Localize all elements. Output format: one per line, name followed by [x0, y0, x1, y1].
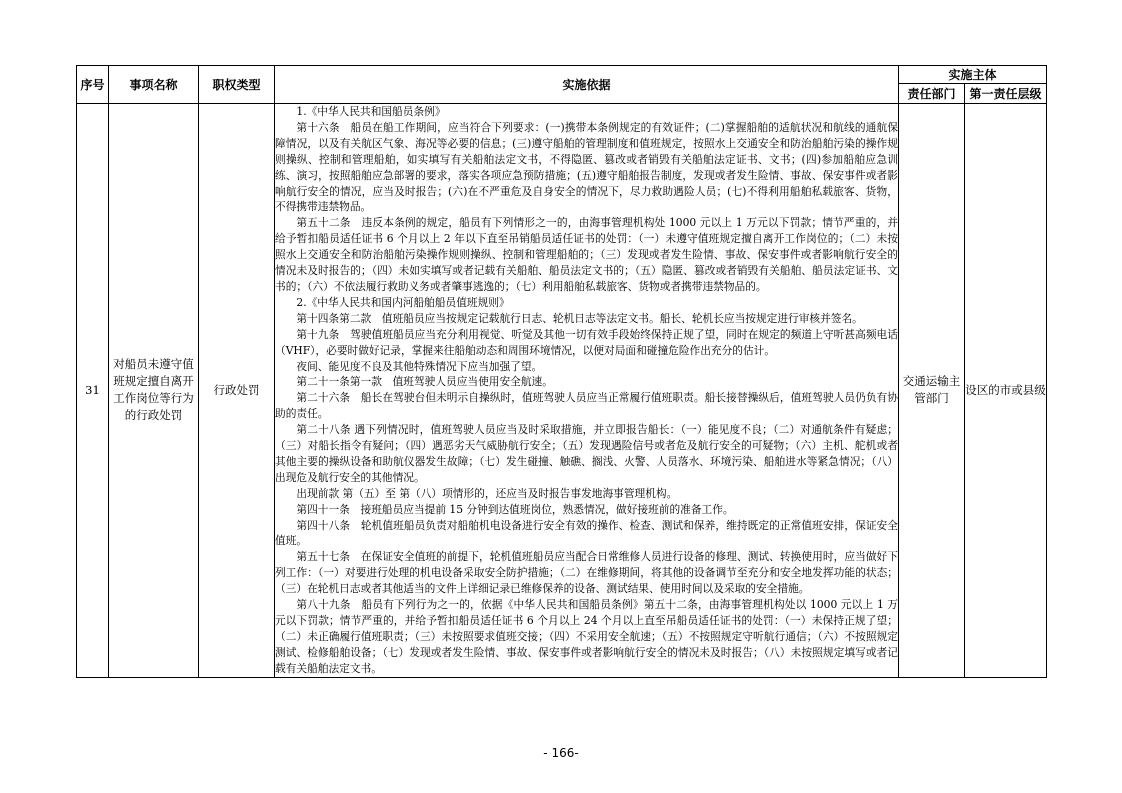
- cell-dept: 交通运输主管部门: [899, 104, 965, 678]
- cell-power-type: 行政处罚: [199, 104, 275, 678]
- basis-paragraph: 第十九条 驾驶值班船员应当充分利用视觉、听觉及其他一切有效手段始终保持正规了望，同时在规定的频道上守听甚高频电话（VHF），必要时做好记录，掌握来往船舶动态和周围环境情况，以便对局面和碰撞危险作出充分的估计。: [275, 327, 898, 357]
- basis-paragraph: 2.《中华人民共和国内河船舶船员值班规则》: [296, 295, 510, 309]
- basis-paragraph: 1.《中华人民共和国船员条例》: [296, 105, 446, 118]
- basis-paragraph: 第二十一条第一款 值班驾驶人员应当使用安全航速。: [296, 375, 553, 389]
- basis-paragraph: 第四十一条 接班船员应当提前 15 分钟到达值班岗位，熟悉情况，做好接班前的准备工作。: [296, 502, 734, 516]
- cell-seq: 31: [77, 104, 109, 678]
- cell-basis: [275, 104, 899, 678]
- cell-level: 设区的市或县级: [965, 104, 1047, 678]
- header-level: 第一责任层级: [965, 84, 1047, 104]
- basis-paragraph: 第二十八条 遇下列情况时，值班驾驶人员应当及时采取措施，并立即报告船长：（一）能见度不良；（二）对通航条件有疑虑；（三）对船长指令有疑问；（四）遇恶劣天气威胁航行安全；（五）发现遇险信号或者危及航行安全的可疑物；（六）主机、舵机或者其他主要的操纵设备和助航仪器发生故障；（七）发生碰撞、触礁、搁浅、火警、人员落水、环境污染、船舶进水等紧急情况；（八）出现危及航行安全的其他情况。: [275, 423, 898, 484]
- basis-paragraph: 第二十六条 船长在驾驶台但未明示自操纵时，值班驾驶人员应当正常履行值班职责。船长接替操纵后，值班驾驶人员仍负有协助的责任。: [275, 391, 898, 421]
- basis-paragraph: 夜间、能见度不良及其他特殊情况下应当加强了望。: [296, 359, 543, 373]
- administrative-power-table: [76, 65, 1047, 678]
- header-dept: 责任部门: [899, 84, 965, 104]
- basis-paragraph: 第五十七条 在保证安全值班的前提下，轮机值班船员应当配合日常维修人员进行设备的修理、测试、转换使用时，应当做好下列工作：（一）对要进行处理的机电设备采取安全防护措施；（二）在维修期间，将其他的设备调节至充分和安全地发挥功能的状态；（三）在轮机日志或者其他适当的文件上详细记录已维修保养的设备、测试结果、使用时间以及采取的安全措施。: [275, 550, 898, 596]
- header-subject: 实施主体: [899, 66, 1047, 84]
- header-basis: 实施依据: [275, 66, 899, 104]
- basis-paragraph: 第十四条第二款 值班船员应当按规定记载航行日志、轮机日志等法定文书。船长、轮机长应当按规定进行审核并签名。: [296, 311, 863, 325]
- table-row: [77, 104, 1047, 678]
- header-seq: 序号: [77, 66, 109, 104]
- basis-paragraph: 出现前款 第（五）至 第（八）项情形的，还应当及时报告事发地海事管理机构。: [296, 486, 678, 500]
- header-item-name: 事项名称: [109, 66, 199, 104]
- header-power-type: 职权类型: [199, 66, 275, 104]
- basis-paragraph: 第八十九条 船员有下列行为之一的，依据《中华人民共和国船员条例》第五十二条，由海事管理机构处以 1000 元以上 1 万元以下罚款；情节严重的，并给予暂扣船员适任证书 6 个月以上 24 个月以上直至吊船员适任证书的处罚：（一）未保持正规了望；（二）未正确履行值班职责；（三）未按照要求值班交接；（四）不采用安全航速；（五）不按照规定守听航行通信；（六）不按照规定测试、检修船舶设备；（七）发现或者发生险情、事故、保安事件或者影响航行安全的情况未及时报告；（八）未按照规定填写或者记载有关船舶法定文书。: [275, 598, 898, 675]
- basis-paragraph: 第五十二条 违反本条例的规定，船员有下列情形之一的，由海事管理机构处 1000 元以上 1 万元以下罚款；情节严重的，并给予暂扣船员适任证书 6 个月以上 2 年以下直至吊销船员适任证书的处罚：（一）未遵守值班规定擅自离开工作岗位的；（二）未按照水上交通安全和防治船舶污染操作规则操纵、控制和管理船舶的；（三）发现或者发生险情、事故、保安事件或者影响航行安全的情况未及时报告的；（四）未如实填写或者记载有关船舶、船员法定文书的；（五）隐匿、篡改或者销毁有关船舶、船员法定证书、文书的；（六）不依法履行救助义务或者肇事逃逸的；（七）利用船舶私载旅客、货物或者携带违禁物品的。: [275, 216, 898, 293]
- page-number: - 166-: [543, 746, 579, 760]
- cell-item-name: 对船员未遵守值班规定擅自离开工作岗位等行为的行政处罚: [109, 104, 199, 678]
- basis-paragraph: 第四十八条 轮机值班船员负责对船舶机电设备进行安全有效的操作、检查、测试和保养，维持既定的正常值班安排，保证安全值班。: [275, 518, 898, 548]
- basis-paragraph: 第十六条 船员在船工作期间，应当符合下列要求：(一)携带本条例规定的有效证件；(二)掌握船舶的适航状况和航线的通航保障情况，以及有关航区气象、海况等必要的信息；(三)遵守船舶的管理制度和值班规定，按照水上交通安全和防治船舶污染的操作规则操纵、控制和管理船舶，如实填写有关船舶法定文书，不得隐匿、篡改或者销毁有关船舶法定证书、文书；(四)参加船舶应急训练、演习，按照船舶应急部署的要求，落实各项应急预防措施；(五)遵守船舶报告制度，发现或者发生险情、事故、保安事件或者影响航行安全的情况，应当及时报告；(六)在不严重危及自身安全的情况下，尽力救助遇险人员；(七)不得利用船舶私载旅客、货物，不得携带违禁物品。: [275, 120, 898, 214]
